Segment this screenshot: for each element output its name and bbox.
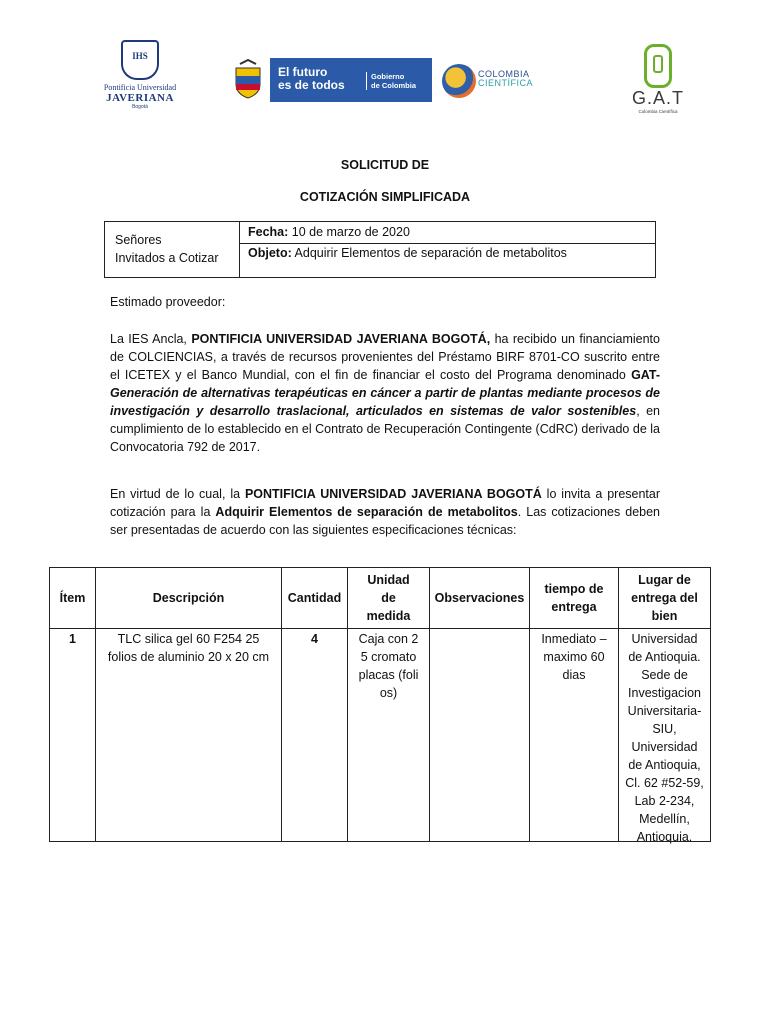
- colombia-cientifica-icon: [442, 64, 476, 98]
- title-line-2: COTIZACIÓN SIMPLIFICADA: [299, 190, 471, 204]
- javeriana-logo: IHS Pontificia Universidad JAVERIANA Bogotá: [100, 40, 180, 120]
- recipients-cell: Señores Invitados a Cotizar: [105, 222, 240, 277]
- colombia-cientifica-logo: COLOMBIA CIENTÍFICA: [442, 62, 542, 102]
- cell-unidad: Caja con 25 cromatoplacas (folios): [347, 628, 430, 842]
- cell-descripcion: TLC silica gel 60 F254 25 folios de aluminio 20 x 20 cm: [95, 628, 282, 842]
- header-tiempo: tiempo de entrega: [529, 567, 619, 629]
- header-item: Ítem: [49, 567, 96, 629]
- title-line-1: SOLICITUD DE: [340, 158, 430, 172]
- header-unidad: Unidad de medida: [347, 567, 430, 629]
- fecha-row: Fecha: 10 de marzo de 2020: [240, 222, 655, 244]
- colombia-shield-icon: [228, 58, 268, 102]
- header-cantidad: Cantidad: [281, 567, 348, 629]
- greeting: Estimado proveedor:: [110, 295, 226, 309]
- gobierno-logo: El futuro es de todos Gobierno de Colombia: [228, 58, 432, 102]
- cell-item: 1: [49, 628, 96, 842]
- javeriana-crest-icon: IHS: [121, 40, 159, 80]
- gat-icon: [644, 44, 672, 88]
- cell-cantidad: 4: [281, 628, 348, 842]
- paragraph-1: La IES Ancla, PONTIFICIA UNIVERSIDAD JAVERIANA BOGOTÁ, ha recibido un financiamiento de COLCIENCIAS, a través de recursos provenientes del Préstamo BIRF 8701-CO suscrito entre el ICETEX y el Banco Mundial, con el fin de financiar el costo del Programa denominado GAT-Generación de alternativas terapéuticas en cáncer a partir de plantas mediante procesos de investigación y desarrollo traslacional, articulados en sistemas de valor sostenibles, en cumplimiento de lo establecido en el Contrato de Recuperación Contingente (CdRC) derivado de la Convocatoria 792 de 2017.: [110, 332, 661, 454]
- header-table: [104, 221, 656, 278]
- header-descripcion: Descripción: [95, 567, 282, 629]
- cell-observaciones: [429, 628, 530, 842]
- header-lugar: Lugar de entrega del bien: [618, 567, 711, 629]
- gat-logo: G.A.T Colombia Científica: [628, 44, 688, 114]
- cell-lugar: Universidad de Antioquia. Sede de Investigacion Universitaria-SIU, Universidad de Antioquia, Cl. 62 #52-59, Lab 2-234, Medellín, Antioquia.: [618, 628, 711, 842]
- specifications-table: [49, 567, 711, 842]
- paragraph-2: En virtud de lo cual, la PONTIFICIA UNIVERSIDAD JAVERIANA BOGOTÁ lo invita a presentar cotización para la Adquirir Elementos de separación de metabolitos. Las cotizaciones deben ser presentadas de acuerdo con las siguientes especificaciones técnicas:: [110, 487, 661, 537]
- objeto-row: Objeto: Adquirir Elementos de separación de metabolitos: [248, 246, 567, 260]
- header-observaciones: Observaciones: [429, 567, 530, 629]
- cell-tiempo: Inmediato – maximo 60 dias: [529, 628, 619, 842]
